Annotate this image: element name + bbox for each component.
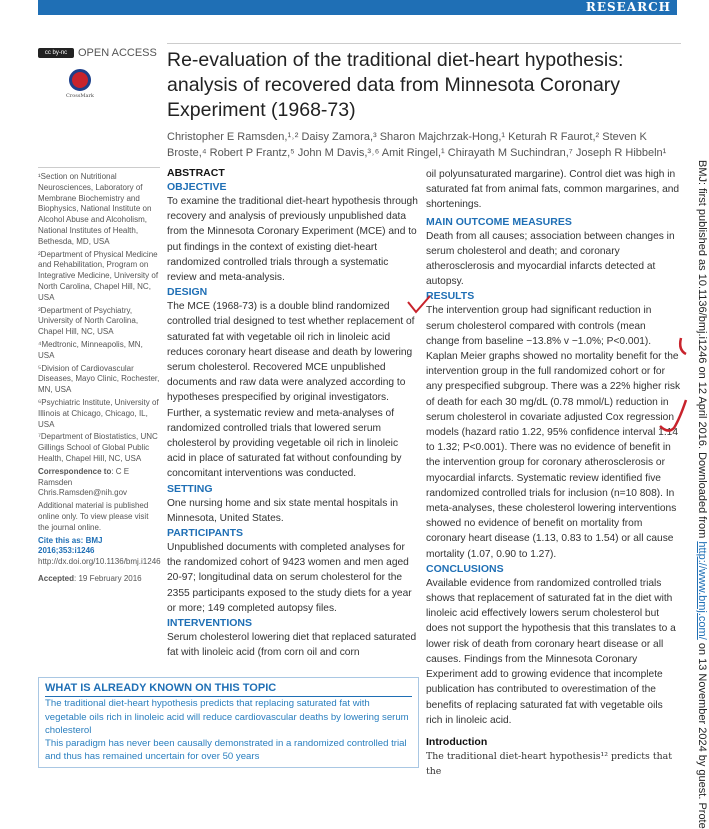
participants-heading: PARTICIPANTS [167,527,244,540]
section-label: RESEARCH [585,0,671,14]
crossmark-label: CrossMark [66,93,94,99]
participants-text: Unpublished documents with completed analyses for the randomized cohort of 9423 women and men aged 20-97; longitudinal data on serum cholesterol for the 2355 participants exposed to the study diets for a year or more; 149 completed autopsy files. [167,542,412,614]
accepted-date [38,574,160,585]
correspondence-name: : C E Ramsden [38,466,130,487]
crossmark-logo[interactable] [60,69,100,99]
article-title: Re-evaluation of the traditional diet-heart hypothesis: analysis of recovered data from Minnesota Coronary Experiment (1968-73) [167,49,624,121]
additional-material-note: Additional material is published online only. To view please visit the journal online. [38,501,149,532]
bmj-link[interactable]: http://www.bmj.com/ [696,541,708,640]
setting-heading: SETTING [167,482,213,495]
article-page [0,15,709,789]
download-notice-suffix: on 13 November 2024 by guest. Prote [696,639,708,829]
affiliation: ⁷Department of Biostatistics, UNC Gillings School of Global Public Health, Chapel Hill, NC, USA [38,432,158,463]
correspondence [38,467,160,499]
what-is-known-heading: WHAT IS ALREADY KNOWN ON THIS TOPIC [45,680,412,697]
correspondence-label: Correspondence to [38,466,112,476]
introduction-heading: Introduction [426,735,488,748]
objective-text: To examine the traditional diet-heart hypothesis through recovery and analysis of previously unpublished data from the Minnesota Coronary Experiment (MCE) and to put findings in the context of existing diet-heart randomized controlled trials through a systematic review and meta-analysis. [167,196,418,284]
accepted-label: Accepted [38,573,75,583]
citation [38,536,160,568]
abstract-column-2 [426,167,681,779]
abstract-column-1 [167,167,419,671]
article-header [167,43,681,161]
outcomes-heading: MAIN OUTCOME MEASURES [426,215,572,228]
crossmark-icon [69,69,91,91]
doi-link[interactable]: http://dx.doi.org/10.1136/bmj.i1246 [38,557,161,567]
setting-text: One nursing home and six state mental hospitals in Minnesota, United States. [167,497,399,524]
known-item: This paradigm has never been causally demonstrated in a randomized controlled trial and thus has remained uncertain for over 50 years [45,738,407,763]
download-notice [695,160,709,829]
conclusions-text: Available evidence from randomized controlled trials shows that replacement of saturated fat in the diet with linoleic acid effectively lowers serum cholesterol but does not support the hypothesis that this translates to a lower risk of death from coronary heart disease or all causes. Findings from the Minnesota Coronary Experiment add to growing evidence that incomplete publication has contributed to overestimation of the benefits of replacing saturated fat with vegetable oils rich in linoleic acid. [426,577,676,726]
affiliation: ⁶Psychiatric Institute, University of Illinois at Chicago, Chicago, IL, USA [38,397,159,429]
results-text: The intervention group had significant reduction in serum cholesterol compared with controls (mean change from baseline −13.8% v −1.0%; P<0.001). Kaplan Meier graphs showed no mortality benefit for the intervention group in the full randomized cohort or for any prespecified subgroup. There was a 22% higher risk of death for each 30 mg/dL (0.78 mmol/L) reduction in serum cholesterol in covariate adjusted Cox regression models (hazard ratio 1.22, 95% confidence interval 1.14 to 1.32; P<0.001). There was no evidence of benefit in the intervention group for coronary atherosclerosis or myocardial infarcts. Systematic review identified five randomized controlled trials for inclusion (n=10 808). In meta-analyses, these cholesterol lowering interventions showed no evidence of benefit on mortality from coronary heart disease (1.13, 0.83 to 1.54) or all cause mortality (1.07, 0.90 to 1.27). [426,305,681,560]
download-notice-prefix: BMJ: first published as 10.1136/bmj.i1246 on 12 April 2016. Downloaded from [696,160,708,542]
correspondence-email[interactable]: Chris.Ramsden@nih.gov [38,488,128,498]
affiliation: ³Department of Psychiatry, University of North Carolina, Chapel Hill, NC, USA [38,305,139,337]
interventions-text-continued: oil polyunsaturated margarine). Control diet was high in saturated fat from animal fats, common margarines, and shortenings. [426,169,680,211]
affiliation: ²Department of Physical Medicine and Rehabilitation, Program on Integrative Medicine, University of North Carolina, Chapel Hill, NC, USA [38,249,159,302]
affiliation: ⁴Medtronic, Minneapolis, MN, USA [38,339,143,360]
objective-heading: OBJECTIVE [167,181,227,193]
accepted-value: : 19 February 2016 [74,573,142,583]
open-access [38,47,160,59]
what-is-known-box [38,677,419,768]
conclusions-heading: CONCLUSIONS [426,562,504,575]
known-item: The traditional diet-heart hypothesis predicts that replacing saturated fat with vegetable oils rich in linoleic acid will reduce cardiovascular deaths by lowering serum cholesterol [45,698,409,736]
outcomes-text: Death from all causes; association between changes in serum cholesterol and death; and coronary atherosclerosis and myocardial infarcts detected at autopsy. [426,230,675,288]
results-heading: RESULTS [426,290,475,303]
design-heading: DESIGN [167,286,208,299]
design-text: The MCE (1968-73) is a double blind randomized controlled trial designed to test whether replacement of saturated fat with vegetable oil rich in linoleic acid reduces coronary heart disease and death by lowering serum cholesterol. Recovered MCE unpublished documents and raw data were analyzed according to hypotheses prespecified by original investigators. Further, a systematic review and meta-analyses of randomized controlled trials that lowered serum cholesterol by providing vegetable oil rich in linoleic acid in place of saturated fat without confounding by concomitant interventions was conducted. [167,301,415,480]
affiliation: ¹Section on Nutritional Neurosciences, Laboratory of Membrane Biochemistry and Biophysics, National Institute on Alcohol Abuse and Alcoholism, National Institutes of Health, Bethesda, MD, USA [38,172,152,246]
introduction [426,736,681,779]
creative-commons-icon: cc by-nc [38,48,74,58]
author-list: Christopher E Ramsden,¹˒² Daisy Zamora,³ Sharon Majchrzak-Hong,¹ Keturah R Faurot,² Steven K Broste,⁴ Robert P Frantz,⁵ John M Davis,³˒⁶ Amit Ringel,¹ Chirayath M Suchindran,⁷ Joseph R Hibbeln¹ [167,131,667,159]
affiliations [38,167,160,671]
introduction-text: The traditional diet-heart hypothesis¹² predicts that the [426,750,673,778]
interventions-text: Serum cholesterol lowering diet that replaced saturated fat with linoleic acid (from corn oil and corn [167,632,417,659]
open-access-label: OPEN ACCESS [78,47,157,59]
article-badges [38,43,160,161]
citation-label: Cite this as: BMJ 2016;353:i1246 [38,535,103,556]
section-banner [38,0,677,15]
affiliation: ⁵Division of Cardiovascular Diseases, Mayo Clinic, Rochester, MN, USA [38,363,160,395]
interventions-heading: INTERVENTIONS [167,617,252,630]
abstract-heading: ABSTRACT [167,167,225,179]
